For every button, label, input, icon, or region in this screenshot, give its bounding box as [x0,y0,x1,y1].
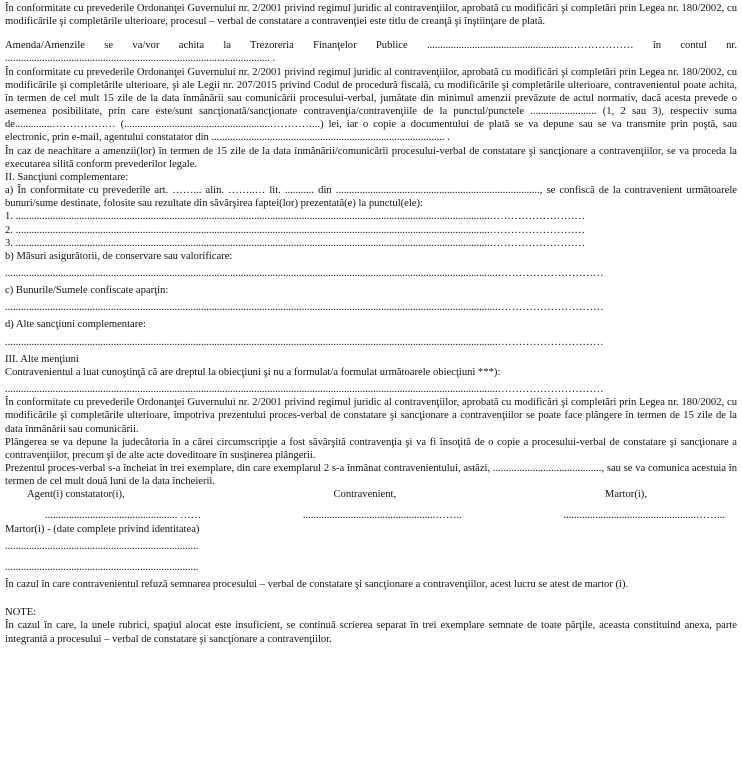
paragraph-creanta: În conformitate cu prevederile Ordonanţei Guvernului nr. 2/2001 privind regimul juridic al contravenţiilor, aprobată cu modificări şi completări prin Legea nr. 180/2002, cu modificările şi completările ulterioare, procesul – verbal de constatare a contravenţiei este titlu de creanţă şi înştiinţare de plată. [5,3,737,28]
witness-label: Martor(i) - (date complete privind identitatea) [5,523,200,535]
signature-labels [5,488,737,501]
paragraph-plangere: În conformitate cu prevederile Ordonanţei Guvernului nr. 2/2001 privind regimul juridic al contravenţiilor, aprobată cu modificări şi completări prin Legea nr. 180/2002, cu modificările şi completările ulterioare, împotriva prezentului proces-verbal de constatare şi sancţionare a contravenţiilor se poate face plângere în termen de 15 zile de la data înmânării sau comunicării. [5,397,737,435]
confiscation-line-3: 3. ...................................................................................................................................................................................……………………… [5,237,586,249]
confiscation-line-1: 1. ...................................................................................................................................................................................……………………… [5,211,586,223]
confiscation-line-2: 2. ...................................................................................................................................................................................……………………… [5,224,586,236]
section-2-c-text: c) Bunurile/Sumele confiscate aparţin: [5,285,169,297]
agent-signature-line: .................................................. …… [45,510,202,522]
contravenient-label: Contravenient, [333,489,397,501]
section-2-d-text: d) Alte sancţiuni complementare: [5,319,146,331]
paragraph-refuz: În cazul în care contravenientul refuză semnarea procesului – verbal de constatare şi sancţionare a contravenţiilor, acest lucru se atest de martor (i). [5,579,629,591]
paragraph-plata-jumatate: În conformitate cu prevederile Ordonanţei Guvernului nr. 2/2001 privind regimul juridic al contravenţiilor, aprobată cu modificări şi completări prin Legea nr. 180/2002, cu modificările şi completările ulterioare, şi ale Legii nr. 207/2015 privind Codul de procedură fiscală, cu modificările şi completările ulterioare, contravenientul poate achita, în termen de cel mult 15 zile de la data înmânării sau comunicării procesului-verbal, jumătate din minimul amenzii prevăzute de actul normativ, dacă acesta prevede o asemenea posibilitate, prin care este/sunt sancţionată/sancţionate contravenţia/contravenţiile de la punctul/punctele ......................... (1, 2 sau 3), respectiv suma de..............……………… (.......................................................…………...) lei, iar o copie a documentului de plată se va depune sau se va transmite prin poştă, sau electronic, prin e-mail, agentului constatator din ........................................................................................ . [5,66,737,144]
note-title: NOTE: [5,607,37,619]
agent-label: Agent(i) constatator(i), [27,489,125,501]
martor-signature-line: ..................................................……... [563,510,725,522]
paragraph-depunere-plangere: Plângerea se va depune la judecătoria în a cărei circumscripţie a fost săvârşită contravenţia şi va fi însoţită de o copie a procesului-verbal de constatare şi sancţionare a contravenţiilor, precum şi de alte acte doveditoare în susţinerea plângerii. [5,436,737,461]
section-2-c-line: ..........................................................................................................................................................................................………………………… [5,302,604,314]
witness-line-1: ......................................................................... [5,540,199,552]
note-text: În cazul în care, la unele rubrici, spaţiul alocat este insuficient, se continuă scrierea separat în trei exemplare semnate de toate părţile, aceasta constituind anexa, parte integrantă a procesului – verbal de constatare şi sancţionare a contravenţiilor. [5,620,737,645]
paragraph-trezorerie: Amenda/Amenzile se va/vor achita la Trezoreria Finanţelor Publice ......................................................……………… în contul nr. .................................................................................................... . [5,40,737,65]
section-3-title: III. Alte menţiuni [5,353,79,365]
section-2-a-text: a) În conformitate cu prevederile art. ……... alin. ……..… lit. ........... din ............................................................................., se confiscă de la contravenient următoarele bunuri/sume destinate, folosite sau rezultate din săvârşirea faptei(lor) prezentată(e) la punctul(ele): [5,185,737,210]
contravenient-signature-line: ..................................................…….. [302,510,462,522]
witness-line-2: ......................................................................... [5,561,199,573]
section-2-b-line: ..........................................................................................................................................................................................………………………… [5,267,604,279]
martor-label: Martor(i), [604,489,647,501]
paragraph-executare-silita: În caz de neachitare a amenzii(lor) în termen de 15 zile de la data înmânării/comunicării procesului-verbal de constatare şi sancţionare a contravenţiilor, se va proceda la executarea silită conform prevederilor legale. [5,145,737,170]
objections-line: ..........................................................................................................................................................................................………………………… [5,384,604,396]
paragraph-exemplare: Prezentul proces-verbal s-a încheiat în trei exemplare, din care exemplarul 2 s-a înmânat contravenientului, astăzi, ........................................., sau se va comunica acestuia în termen de cel mult două luni de la data încheierii. [5,463,737,488]
section-3-text: Contravenientul a luat cunoştinţă că are dreptul la obiecţiuni şi nu a formulat/a formulat următoarele obiecţiuni ***): [5,366,501,378]
section-2-b-text: b) Măsuri asigurătorii, de conservare sau valorificare: [5,250,233,262]
section-2-title: II. Sancţiuni complementare: [5,171,129,183]
section-2-d-line: ..........................................................................................................................................................................................………………………… [5,336,604,348]
signature-lines [5,509,737,522]
